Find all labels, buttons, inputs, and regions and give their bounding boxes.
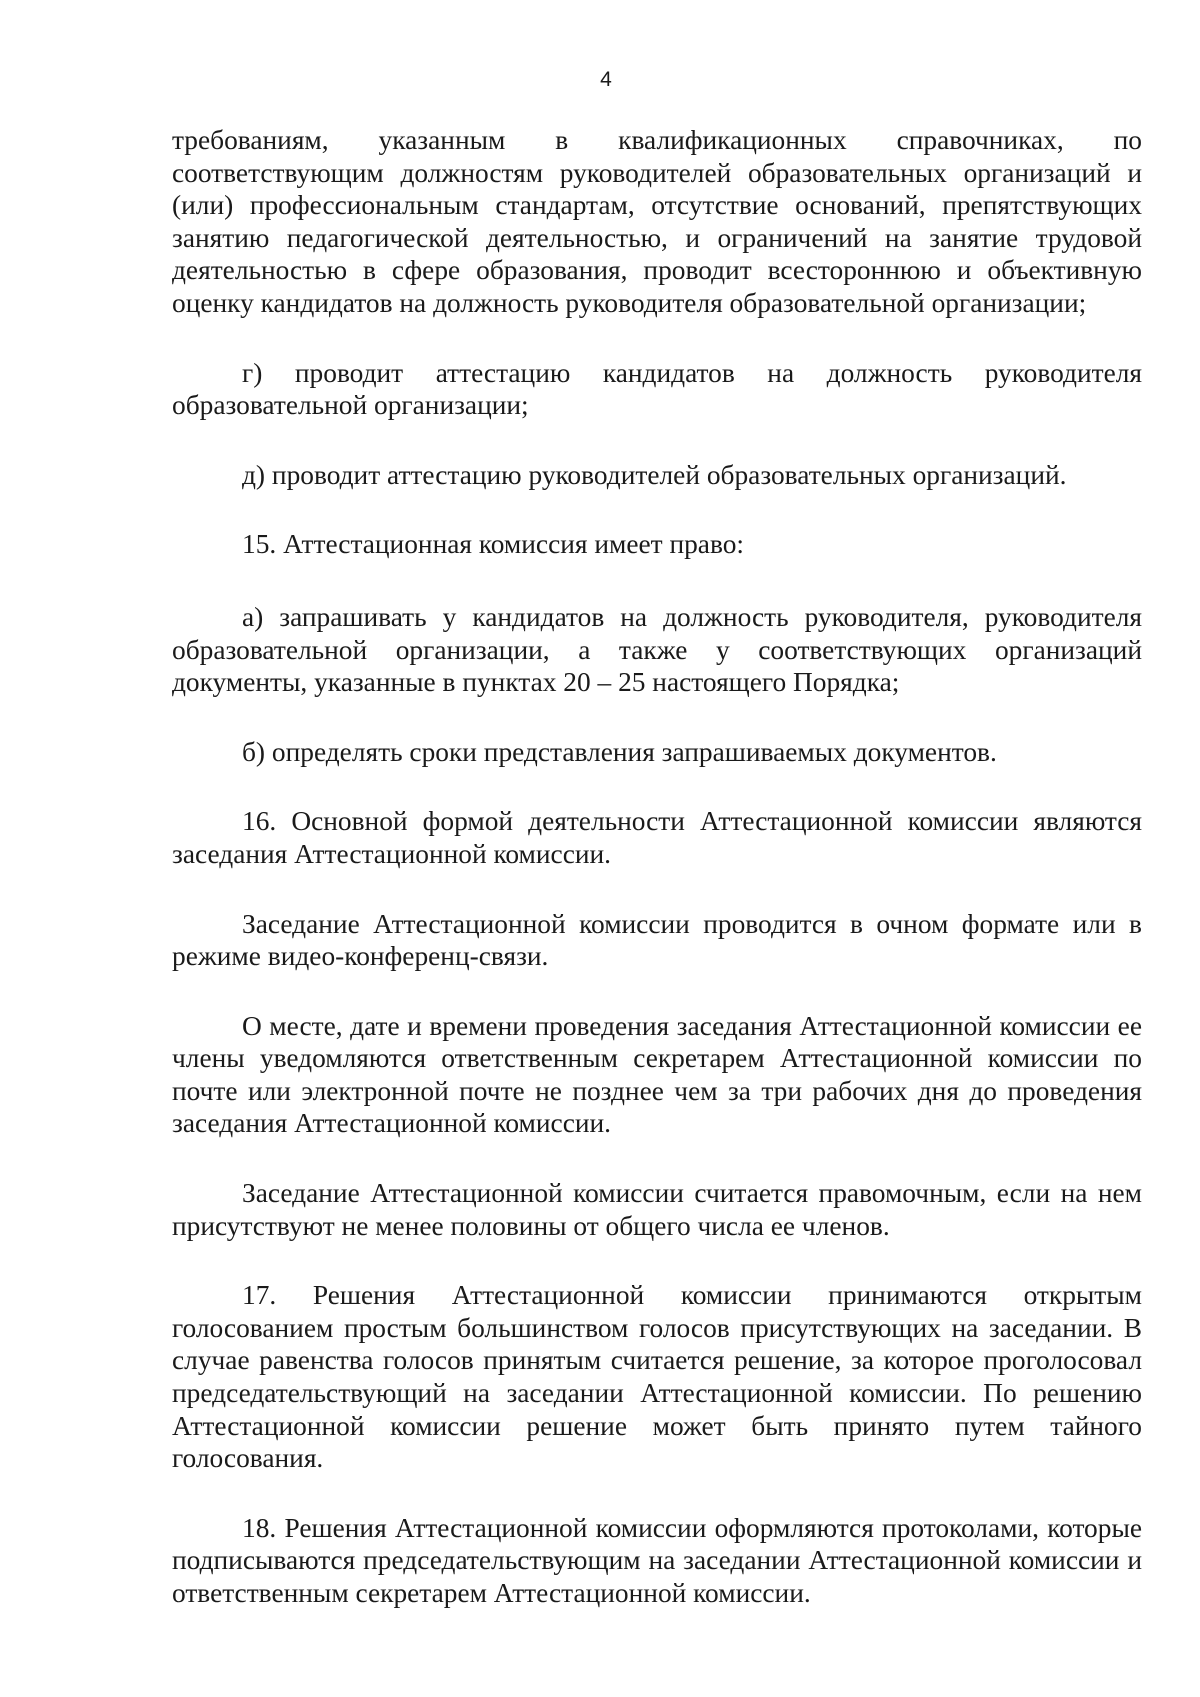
document-body	[172, 124, 1142, 1641]
paragraph-16: 16. Основной формой деятельности Аттестационной комиссии являются заседания Аттестационной комиссии.	[172, 806, 1142, 869]
paragraph-18: 18. Решения Аттестационной комиссии оформляются протоколами, которые подписываются председательствующим на заседании Аттестационной комиссии и ответственным секретарем Аттестационной комиссии.	[172, 1512, 1142, 1608]
paragraph-16-quorum: Заседание Аттестационной комиссии считается правомочным, если на нем присутствуют не менее половины от общего числа ее членов.	[172, 1178, 1142, 1241]
paragraph-16-notification: О месте, дате и времени проведения заседания Аттестационной комиссии ее члены уведомляются ответственным секретарем Аттестационной комиссии по почте или электронной почте не позднее чем за три рабочих дня до проведения заседания Аттестационной комиссии.	[172, 1010, 1142, 1139]
paragraph-17: 17. Решения Аттестационной комиссии принимаются открытым голосованием простым большинством голосов присутствующих на заседании. В случае равенства голосов принятым считается решение, за которое проголосовал председательствующий на заседании Аттестационной комиссии. По решению Аттестационной комиссии решение может быть принято путем тайного голосования.	[172, 1280, 1142, 1474]
paragraph-continuation: требованиям, указанным в квалификационных справочниках, по соответствующим должностям руководителей образовательных организаций и (или) профессиональным стандартам, отсутствие оснований, препятствующих занятию педагогической деятельностью, и ограничений на занятие трудовой деятельностью в сфере образования, проводит всестороннюю и объективную оценку кандидатов на должность руководителя образовательной организации;	[172, 125, 1142, 318]
paragraph-item-b: б) определять сроки представления запрашиваемых документов.	[242, 736, 997, 767]
paragraph-item-a: а) запрашивать у кандидатов на должность руководителя, руководителя образовательной организации, а также у соответствующих организаций документы, указанные в пунктах 20 – 25 настоящего Порядка;	[172, 601, 1142, 698]
paragraph-item-g: г) проводит аттестацию кандидатов на должность руководителя образовательной организации;	[172, 357, 1142, 421]
paragraph-item-d: д) проводит аттестацию руководителей образовательных организаций.	[242, 459, 1067, 490]
paragraph-16-format: Заседание Аттестационной комиссии проводится в очном формате или в режиме видео-конференц-связи.	[172, 908, 1142, 972]
paragraph-15: 15. Аттестационная комиссия имеет право:	[242, 529, 745, 560]
page-number: 4	[600, 68, 612, 91]
